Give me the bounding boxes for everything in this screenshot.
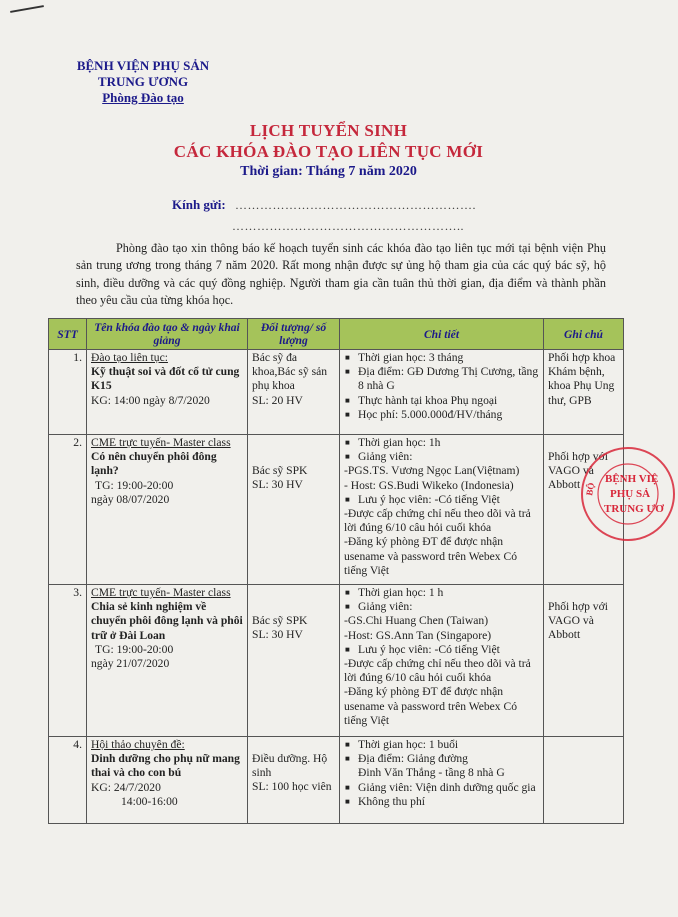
table-header-row <box>49 319 624 350</box>
target-audience: Điều dưỡng. Hộ sinh <box>252 752 328 780</box>
course-date: KG: 14:00 ngày 8/7/2020 <box>91 393 210 407</box>
target-cell <box>248 585 340 737</box>
detail-item: ■ Giảng viên: Viện dinh dưỡng quốc gia <box>344 781 539 795</box>
course-type: Đào tạo liên tục: <box>91 351 168 364</box>
course-name: Kỹ thuật soi và đốt cổ tử cung K15 <box>91 365 240 393</box>
row-stt: 1. <box>49 350 87 435</box>
row-stt: 2. <box>49 435 87 585</box>
detail-item: ■ Giảng viên: <box>344 450 539 464</box>
detail-item: ■ Thời gian học: 3 tháng <box>344 351 539 365</box>
pen-mark <box>10 5 44 13</box>
row-stt: 3. <box>49 585 87 737</box>
target-cell <box>248 435 340 585</box>
doc-subtitle: CÁC KHÓA ĐÀO TẠO LIÊN TỤC MỚI <box>173 142 484 161</box>
table-row <box>49 737 624 824</box>
detail-item: ■ Lưu ý học viên: -Có tiếng Việt <box>344 493 539 507</box>
target-cell <box>248 350 340 435</box>
detail-item: ■ Thời gian học: 1 h <box>344 586 539 600</box>
course-name: Có nên chuyển phôi đông lạnh? <box>91 450 217 478</box>
recipient-dots-1: …………………………………………………. <box>234 198 476 212</box>
note-cell <box>544 737 624 824</box>
details-cell <box>340 435 544 585</box>
detail-item: -GS.Chi Huang Chen (Taiwan) <box>344 614 489 628</box>
detail-item: -Đăng ký phòng ĐT để được nhận usename và password trên Webex Có tiếng Việt <box>344 685 518 727</box>
recipient-dots-2: ……………………………………………….. <box>232 219 464 233</box>
detail-item: ■ Thời gian học: 1h <box>344 436 539 450</box>
stamp-line-3: TRUNG ƯƠ <box>604 503 664 515</box>
col-header-stt: STT <box>49 319 87 350</box>
details-cell <box>340 737 544 824</box>
department-name: Phòng Đào tạo <box>102 90 184 105</box>
course-cell <box>87 737 248 824</box>
detail-item: -Đăng ký phòng ĐT để được nhận usename và password trên Webex Có tiếng Việt <box>344 535 518 577</box>
course-time: TG: 19:00-20:00 <box>95 478 174 492</box>
stamp-line-2: PHỤ SẢ <box>610 488 651 500</box>
detail-item: -PGS.TS. Vương Ngọc Lan(Việtnam) <box>344 464 520 478</box>
note-cell: Phối hợp khoa Khám bệnh, khoa Phụ Ung thư, GPB <box>544 350 624 435</box>
recipient-line <box>172 197 476 213</box>
col-header-details: Chi tiết <box>340 319 544 350</box>
table-row <box>49 435 624 585</box>
target-audience: Bác sỹ SPK <box>252 464 308 477</box>
col-header-note: Ghi chú <box>544 319 624 350</box>
course-cell <box>87 435 248 585</box>
details-cell <box>340 585 544 737</box>
detail-item: -Được cấp chứng chỉ nếu theo dõi và trả lời đúng 6/10 câu hỏi cuối khóa <box>344 507 531 535</box>
intro-paragraph: Phòng đào tạo xin thông báo kế hoạch tuyển sinh các khóa đào tạo liên tục mới tại bệnh viện Phụ sản trung ương trong tháng 7 năm 2020. Rất mong nhận được sự ủng hộ tham gia của các quý bác sỹ, hộ sinh, điều dưỡng và các quý đồng nghiệp. Người tham gia cần tuân thủ thời gian, địa điểm và thành phần theo yêu cầu của từng khóa học. <box>76 241 606 308</box>
doc-title: LỊCH TUYỂN SINH <box>249 121 408 140</box>
note-text: Phối hợp với VAGO và Abbott <box>548 450 608 492</box>
col-header-target: Đối tượng/ số lượng <box>248 319 340 350</box>
org-name-line2: TRUNG ƯƠNG <box>97 74 189 89</box>
detail-item: ■ Địa điểm: Giảng đường <box>344 752 539 766</box>
table-row <box>49 350 624 435</box>
target-audience: Bác sỹ SPK <box>252 614 308 627</box>
table-row <box>49 585 624 737</box>
course-type: Hội thảo chuyên đề: <box>91 738 185 751</box>
course-date: ngày 21/07/2020 <box>91 657 170 671</box>
stamp-ring-text: BỘ <box>584 481 597 497</box>
detail-item: -Được cấp chứng chỉ nếu theo dõi và trả lời đúng 6/10 câu hỏi cuối khóa <box>344 657 531 685</box>
details-cell <box>340 350 544 435</box>
detail-item: ■ Học phí: 5.000.000đ/HV/tháng <box>344 408 539 422</box>
detail-item: ■ Lưu ý học viên: -Có tiếng Việt <box>344 643 539 657</box>
note-cell <box>544 585 624 737</box>
schedule-table <box>48 318 624 824</box>
recipient-label: Kính gửi: <box>172 197 226 212</box>
col-header-course: Tên khóa đào tạo & ngày khai giảng <box>87 319 248 350</box>
detail-item: Đinh Văn Thắng - tầng 8 nhà G <box>358 766 505 780</box>
course-cell <box>87 585 248 737</box>
course-time: 14:00-16:00 <box>121 794 178 808</box>
hospital-stamp <box>578 444 678 544</box>
target-cell <box>248 737 340 824</box>
course-type: CME trực tuyến- Master class <box>91 586 231 599</box>
course-name: Chia sẻ kinh nghiệm về chuyển phôi đông lạnh và phôi trữ ở Đài Loan <box>91 600 243 642</box>
course-time: TG: 19:00-20:00 <box>95 642 174 656</box>
detail-item: - Host: GS.Budi Wikeko (Indonesia) <box>344 478 514 492</box>
doc-time: Thời gian: Tháng 7 năm 2020 <box>240 164 417 179</box>
target-qty: SL: 30 HV <box>252 478 303 492</box>
course-date: ngày 08/07/2020 <box>91 492 170 506</box>
detail-item: ■ Thực hành tại khoa Phụ ngoại <box>344 394 539 408</box>
target-qty: SL: 20 HV <box>252 393 303 407</box>
detail-item: ■ Không thu phí <box>344 795 539 809</box>
detail-item: ■ Địa điểm: GĐ Dương Thị Cương, tầng 8 nhà G <box>344 365 539 393</box>
target-qty: SL: 100 học viên <box>252 780 332 794</box>
org-name-line1: BỆNH VIỆN PHỤ SẢN <box>76 58 210 73</box>
row-stt: 4. <box>49 737 87 824</box>
course-date: KG: 24/7/2020 <box>91 780 161 794</box>
course-type: CME trực tuyến- Master class <box>91 436 231 449</box>
target-qty: SL: 30 HV <box>252 628 303 642</box>
course-name: Dinh dưỡng cho phụ nữ mang thai và cho con bú <box>91 752 240 780</box>
org-header <box>62 58 224 106</box>
stamp-line-1: BỆNH VIỆ <box>605 473 659 485</box>
detail-item: -Host: GS.Ann Tan (Singapore) <box>344 628 492 642</box>
note-text: Phối hợp với VAGO và Abbott <box>548 600 608 642</box>
course-cell <box>87 350 248 435</box>
detail-item: ■ Thời gian học: 1 buổi <box>344 738 539 752</box>
detail-item: ■ Giảng viên: <box>344 600 539 614</box>
target-audience: Bác sỹ đa khoa,Bác sỹ sản phụ khoa <box>252 351 328 393</box>
